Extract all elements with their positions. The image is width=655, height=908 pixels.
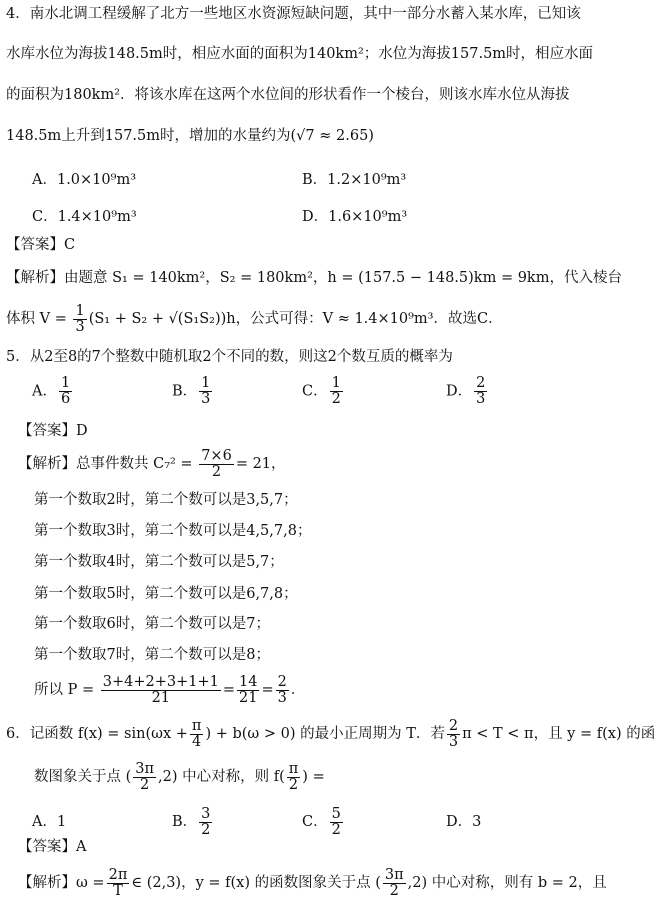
option-fraction	[59, 376, 72, 407]
option-letter: D．	[446, 383, 473, 400]
fraction-numerator: 3π	[135, 760, 155, 777]
option-value: 1	[56, 814, 67, 830]
fraction-numerator: 2	[277, 673, 287, 690]
q6-option-a	[32, 805, 66, 839]
fraction-numerator: 7×6	[201, 447, 232, 464]
q6-analysis	[18, 866, 607, 900]
q4-answer: 【答案】C	[6, 237, 76, 253]
option-fraction	[330, 376, 343, 407]
fraction-denominator: 4	[192, 733, 202, 750]
q5-option-c	[302, 376, 345, 407]
option-letter: B．	[172, 814, 198, 830]
option-letter: C．	[302, 814, 328, 830]
q4-analysis-fraction	[73, 304, 86, 335]
fraction-denominator: 3	[75, 318, 85, 335]
q6-analysis-fraction	[383, 868, 406, 899]
q4-analysis-line1: 【解析】由题意 S₁ = 140km²，S₂ = 180km²，h = (157.5 − 148.5)km = 9km，代入棱台	[6, 270, 622, 286]
equals-sign: =	[222, 682, 235, 698]
period: ．	[290, 682, 306, 698]
fraction-numerator: 3	[201, 805, 211, 822]
q5-analysis-result: = 21，	[235, 456, 286, 472]
q6-stem-fraction	[447, 719, 460, 750]
option-fraction	[199, 807, 212, 838]
option-letter: D．	[446, 814, 473, 830]
q6-stem-line1	[6, 717, 655, 751]
q5-case-line: 第一个数取7时，第二个数可以是8；	[34, 647, 270, 663]
q4-stem-line1: 4．南水北调工程缓解了北方一些地区水资源短缺问题，其中一部分水蓄入某水库，已知该	[6, 6, 581, 22]
q5-case-line: 第一个数取3时，第二个数可以是4,5,7,8；	[34, 523, 312, 539]
q5-analysis-fraction	[199, 449, 234, 480]
option-value: 3	[472, 814, 482, 830]
q6-stem-fraction	[133, 762, 156, 793]
q5-case-line: 第一个数取6时，第二个数可以是7；	[34, 616, 270, 632]
q6-answer: 【答案】A	[18, 839, 87, 855]
q5-final-fraction	[276, 675, 289, 706]
q4-stem-line4: 148.5m上升到157.5m时，增加的水量约为(√7 ≈ 2.65)	[6, 128, 374, 144]
q4-analysis-volume-label: 体积 V =	[6, 311, 67, 327]
fraction-numerator: 1	[75, 302, 85, 319]
fraction-denominator: T	[113, 882, 123, 899]
q5-stem: 5．从2至8的7个整数中随机取2个不同的数，则这2个数互质的概率为	[6, 349, 453, 365]
fraction-denominator: 2	[331, 821, 341, 838]
q4-option-d: D．1.6×10⁹m³	[302, 209, 408, 225]
fraction-denominator: 2	[331, 391, 341, 407]
q5-option-b	[172, 376, 214, 407]
fraction-numerator: 3+4+2+3+1+1	[102, 673, 219, 690]
option-letter: A．	[32, 383, 57, 400]
fraction-denominator: 3	[476, 391, 486, 407]
q6-stem-center: ,2) 中心对称，则 f(	[158, 769, 285, 785]
q6-stem-fraction	[190, 719, 204, 750]
option-fraction	[474, 376, 487, 407]
q5-final-fraction	[101, 675, 221, 706]
fraction-numerator: π	[288, 760, 299, 777]
q6-stem-line2	[34, 760, 550, 794]
fraction-denominator: 2	[288, 776, 299, 793]
q5-final-label: 所以 P =	[34, 682, 95, 698]
q5-final-fraction	[237, 675, 259, 706]
q4-analysis-line2	[6, 302, 550, 336]
fraction-denominator: 3	[448, 733, 459, 750]
q6-option-b	[172, 805, 214, 839]
fraction-numerator: 2	[476, 375, 486, 391]
q6-analysis-conclusion: ,2) 中心对称，则有 b = 2，且	[407, 875, 607, 891]
fraction-numerator: 2π	[108, 866, 128, 883]
q5-option-a	[32, 376, 74, 407]
q6-analysis-omega: 【解析】ω =	[18, 875, 105, 891]
fraction-numerator: 3π	[384, 866, 404, 883]
option-letter: A．	[32, 814, 57, 830]
q5-option-d	[446, 376, 489, 407]
option-letter: C．	[302, 383, 328, 400]
option-letter: B．	[172, 383, 198, 400]
option-fraction	[199, 376, 212, 407]
q4-option-c: C．1.4×10⁹m³	[32, 209, 137, 225]
fraction-numerator: 1	[331, 375, 341, 391]
q4-option-a: A．1.0×10⁹m³	[32, 172, 137, 188]
fraction-numerator: 1	[201, 375, 211, 391]
option-fraction	[330, 807, 343, 838]
q5-analysis-label: 【解析】总事件数共 C₇² =	[18, 456, 193, 472]
q5-answer: 【答案】D	[18, 423, 88, 439]
q5-case-line: 第一个数取5时，第二个数可以是6,7,8；	[34, 586, 298, 602]
q4-analysis-formula: (S₁ + S₂ + √(S₁S₂))h，公式可得：V ≈ 1.4×10⁹m³．故选C．	[88, 311, 503, 327]
fraction-numerator: 2	[448, 717, 459, 734]
fraction-denominator: 2	[389, 882, 399, 899]
q6-analysis-symmetry: ∈ (2,3)，y = f(x) 的函数图象关于点 (	[131, 875, 381, 891]
q6-analysis-fraction	[107, 868, 130, 899]
fraction-denominator: 2	[140, 776, 150, 793]
fraction-numerator: 5	[331, 805, 341, 822]
fraction-denominator: 2	[201, 821, 211, 838]
q6-stem-symmetry: 数图象关于点 (	[34, 769, 132, 785]
fraction-denominator: 21	[151, 689, 171, 706]
fraction-denominator: 21	[239, 689, 258, 706]
q5-analysis	[18, 447, 550, 481]
q5-case-line: 第一个数取2时，第二个数可以是3,5,7；	[34, 492, 298, 508]
fraction-denominator: 2	[211, 463, 222, 480]
fraction-numerator: π	[191, 717, 202, 734]
q5-final	[34, 673, 550, 707]
q4-stem-line3: 的面积为180km²．将该水库在这两个水位间的形状看作一个棱台，则该水库水位从海拔	[6, 87, 570, 103]
fraction-denominator: 3	[277, 689, 287, 706]
q6-stem-fraction	[287, 762, 301, 793]
q6-stem-ask: ) =	[302, 769, 325, 785]
q6-stem-function: 6．记函数 f(x) = sin(ωx +	[6, 726, 188, 742]
q6-option-c	[302, 805, 345, 839]
q6-stem-condition: π < T < π，且 y = f(x) 的函	[462, 726, 655, 742]
fraction-denominator: 3	[201, 391, 211, 407]
q5-case-line: 第一个数取4时，第二个数可以是5,7；	[34, 554, 284, 570]
fraction-denominator: 6	[60, 391, 71, 407]
q6-option-d	[446, 805, 481, 839]
equals-sign: =	[261, 682, 274, 698]
fraction-numerator: 14	[239, 673, 258, 690]
q4-option-b: B．1.2×10⁹m³	[302, 172, 407, 188]
q4-stem-line2: 水库水位为海拔148.5m时，相应水面的面积为140km²；水位为海拔157.5m时，相应水面	[6, 46, 594, 62]
q6-stem-period: ) + b(ω > 0) 的最小正周期为 T．若	[205, 726, 445, 742]
fraction-numerator: 1	[60, 375, 71, 391]
